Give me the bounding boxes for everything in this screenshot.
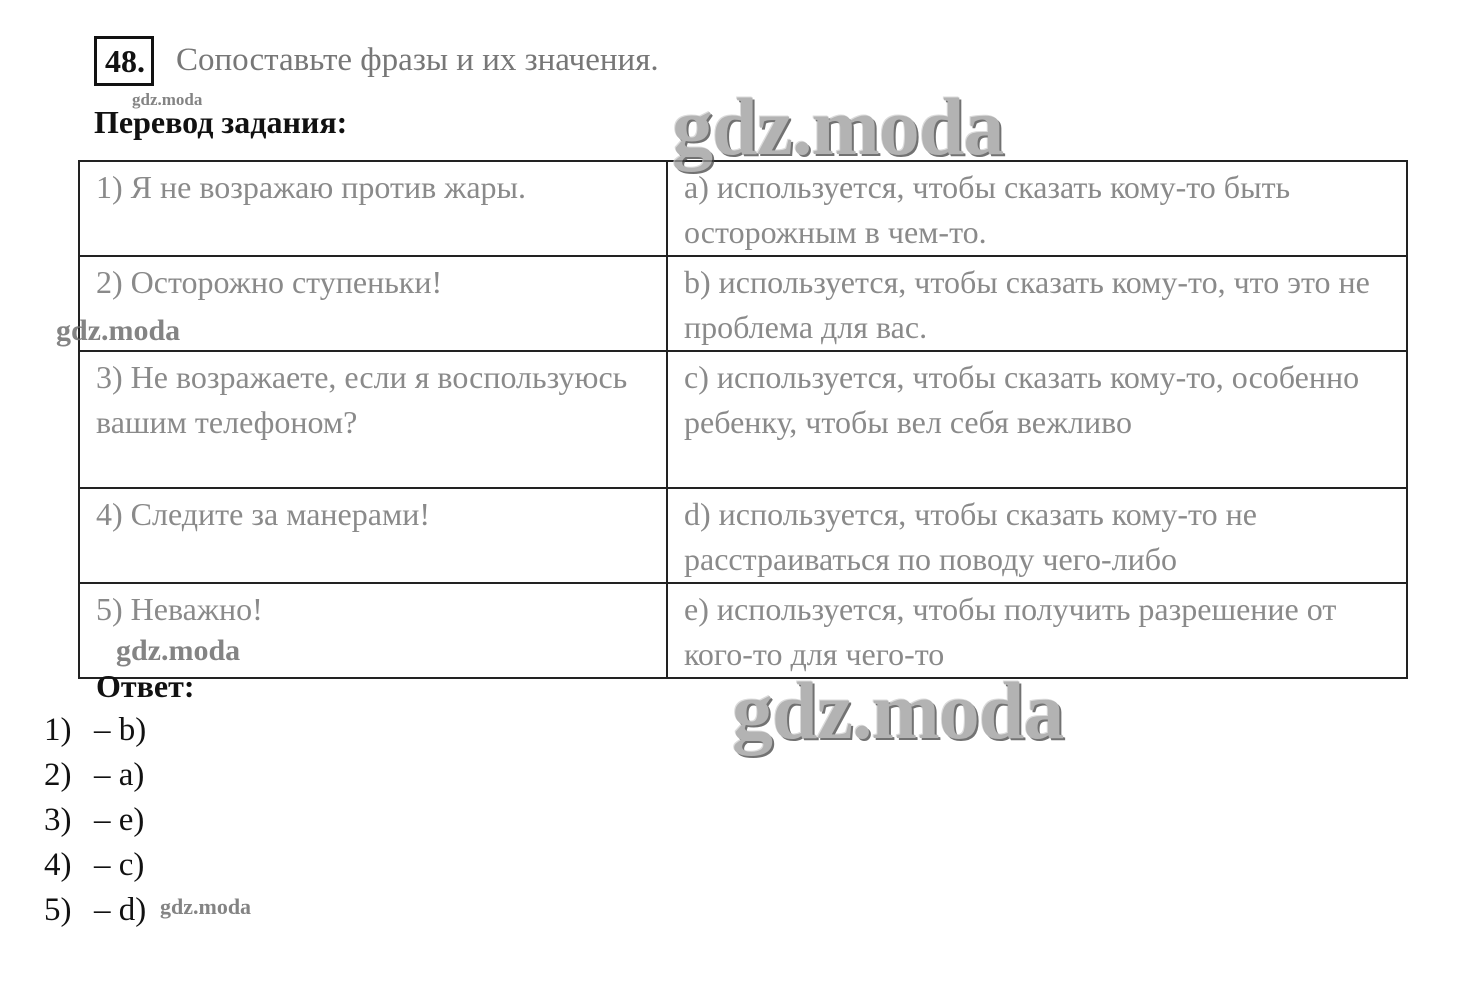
watermark-text: gdz.moda [56, 314, 181, 347]
phrase-cell: 1) Я не возражаю против жары. [79, 161, 667, 256]
watermark-text: gdz.moda [132, 90, 203, 109]
list-item [44, 843, 146, 888]
watermark-text: gdz.moda [672, 81, 1004, 172]
answer-value: – b) [94, 712, 147, 748]
list-item [44, 753, 146, 798]
answer-value: – e) [94, 802, 145, 838]
phrase-cell: 2) Осторожно ступеньки! [79, 256, 667, 351]
meaning-cell: e) используется, чтобы получить разрешение от кого-то для чего-то [667, 583, 1407, 678]
meaning-cell: d) используется, чтобы сказать кому-то не расстраиваться по поводу чего-либо [667, 488, 1407, 583]
list-item [44, 798, 146, 843]
phrase-cell: 4) Следите за манерами! [79, 488, 667, 583]
answer-value: – d) [94, 892, 147, 928]
phrase-cell: 3) Не возражаете, если я воспользуюсь вашим телефоном? [79, 351, 667, 488]
list-item [44, 888, 146, 933]
translation-heading: Перевод задания: [94, 104, 348, 140]
answer-number: 3) [44, 802, 72, 838]
table-row [79, 161, 1407, 256]
meaning-cell: b) используется, чтобы сказать кому-то, что это не проблема для вас. [667, 256, 1407, 351]
meaning-cell: a) используется, чтобы сказать кому-то быть осторожным в чем-то. [667, 161, 1407, 256]
watermark-text: gdz.moda [160, 894, 252, 919]
table-row [79, 256, 1407, 351]
table-row [79, 351, 1407, 488]
matching-table [78, 160, 1408, 679]
answer-number: 2) [44, 757, 72, 793]
watermark-text: gdz.moda [732, 665, 1064, 756]
phrase-cell: 5) Неважно! [79, 583, 667, 678]
answer-number: 1) [44, 712, 72, 748]
list-item [44, 708, 146, 753]
task-number-box: 48. [94, 36, 154, 86]
answer-value: – a) [94, 757, 145, 793]
watermark-text: gdz.moda [116, 634, 241, 667]
answer-number: 5) [44, 892, 72, 928]
table-row [79, 488, 1407, 583]
task-instruction: Сопоставьте фразы и их значения. [176, 42, 659, 78]
answer-list [44, 708, 146, 933]
answer-number: 4) [44, 847, 72, 883]
meaning-cell: c) используется, чтобы сказать кому-то, особенно ребенку, чтобы вел себя вежливо [667, 351, 1407, 488]
answer-value: – c) [94, 847, 145, 883]
answer-heading: Ответ: [96, 668, 195, 704]
